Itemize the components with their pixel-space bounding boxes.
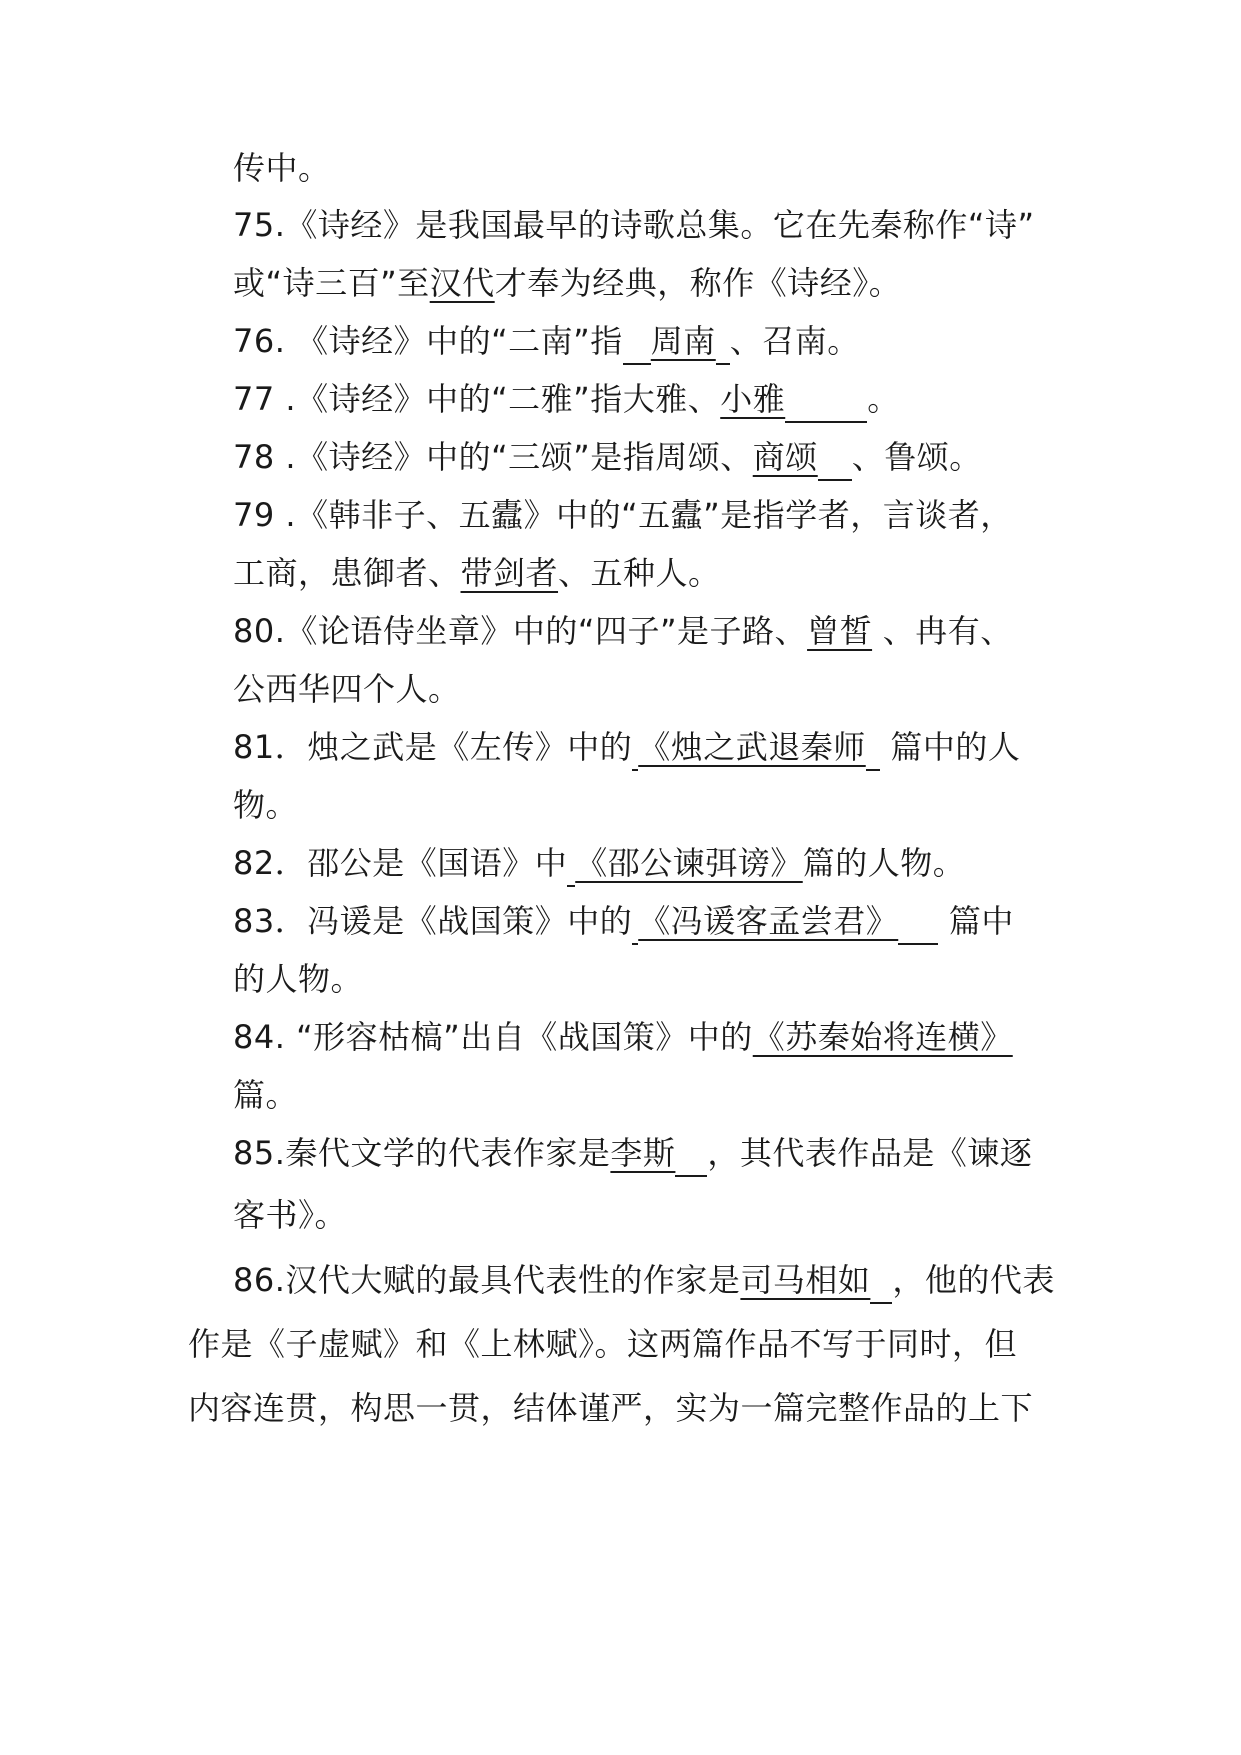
question-75-line-2 [233, 261, 901, 305]
question-76 [233, 319, 860, 363]
question-83-line-2 [233, 957, 363, 1001]
answer-underlined: 《邵公谏弭谤》 [575, 844, 803, 882]
text: 作是《子虚赋》和《上林赋》。这两篇作品不写于同时，但 [188, 1325, 1018, 1363]
text: 篇中的人 [879, 728, 1021, 766]
text: 篇。 [233, 1076, 299, 1114]
text: 86.汉代大赋的最具代表性的作家是 [233, 1261, 741, 1299]
question-84-line-1 [233, 1015, 1013, 1059]
blank-line [785, 387, 867, 423]
text: 、冉有、 [872, 612, 1013, 650]
question-86-line-1 [233, 1258, 1055, 1302]
text: 80.《论语侍坐章》中的“四子”是子路、 [233, 612, 808, 650]
answer-underlined: 带剑者 [460, 554, 559, 592]
question-85-line-2 [233, 1193, 347, 1237]
answer-underlined: 《冯谖客孟尝君》 [638, 902, 899, 940]
text: 85.秦代文学的代表作家是 [233, 1134, 611, 1172]
blank-line [870, 1268, 892, 1304]
text: 公西华四个人。 [233, 670, 461, 708]
text: 78 .《诗经》中的“三颂”是指周颂、 [233, 438, 753, 476]
text: 77 .《诗经》中的“二雅”指大雅、 [233, 380, 721, 418]
question-84-line-2 [233, 1073, 298, 1117]
answer-underlined: 李斯 [610, 1134, 676, 1172]
text: 83．冯谖是《战国策》中的 [233, 902, 633, 940]
answer-underlined: 《烛之武退秦师 [638, 728, 866, 766]
question-75-line-1 [233, 203, 1035, 247]
text: 84. “形容枯槁”出自《战国策》中的 [233, 1018, 753, 1056]
text: 传中。 [233, 149, 331, 187]
text: 75.《诗经》是我国最早的诗歌总集。它在先秦称作“诗” [233, 206, 1035, 244]
text: 物。 [233, 786, 299, 824]
text: 或“诗三百”至 [233, 264, 430, 302]
text: 。 [867, 380, 900, 418]
text: 79 .《韩非子、五蠹》中的“五蠹”是指学者，言谈者， [233, 496, 1013, 534]
text: ，其代表作品是《谏逐 [707, 1134, 1033, 1172]
text: 81．烛之武是《左传》中的 [233, 728, 633, 766]
blank-line [818, 445, 852, 481]
question-81-line-1 [233, 725, 1020, 769]
answer-underlined: 司马相如 [740, 1261, 871, 1299]
question-78 [233, 435, 982, 479]
answer-underlined: 曾皙 [807, 612, 873, 650]
question-81-line-2 [233, 783, 298, 827]
answer-underlined: 周南 [650, 322, 716, 360]
answer-underlined: 《苏秦始将连横》 [752, 1018, 1013, 1056]
blank-line [898, 909, 938, 945]
blank-line [675, 1141, 707, 1177]
question-80-line-2 [233, 667, 461, 711]
text: 、鲁颂。 [851, 438, 982, 476]
question-77 [233, 377, 900, 421]
text: 篇的人物。 [802, 844, 966, 882]
question-79-line-1 [233, 493, 1013, 537]
answer-underlined: 小雅 [720, 380, 786, 418]
question-86-line-2 [188, 1322, 1017, 1366]
question-83-line-1 [233, 899, 1014, 943]
text: 工商，患御者、 [233, 554, 461, 592]
text: 82．邵公是《国语》中 [233, 844, 568, 882]
question-82 [233, 841, 965, 885]
text: 内容连贯，构思一贯，结体谨严，实为一篇完整作品的上下 [188, 1389, 1034, 1427]
answer-underlined: 商颂 [752, 438, 818, 476]
text-line [233, 146, 331, 190]
question-80-line-1 [233, 609, 1013, 653]
answer-underlined: 汉代 [429, 264, 495, 302]
question-79-line-2 [233, 551, 721, 595]
text: 客书》。 [233, 1196, 348, 1234]
blank-line [623, 329, 651, 365]
question-86-line-3 [188, 1386, 1033, 1430]
text: ，他的代表 [892, 1261, 1055, 1299]
text: 76. 《诗经》中的“二南”指 [233, 322, 623, 360]
text: 的人物。 [233, 960, 364, 998]
blank-line [866, 735, 880, 771]
text: 、五种人。 [558, 554, 721, 592]
blank-line [716, 329, 730, 365]
text: 才奉为经典，称作《诗经》。 [494, 264, 902, 302]
question-85-line-1 [233, 1131, 1032, 1175]
text: 、召南。 [729, 322, 860, 360]
text: 篇中 [938, 902, 1014, 940]
